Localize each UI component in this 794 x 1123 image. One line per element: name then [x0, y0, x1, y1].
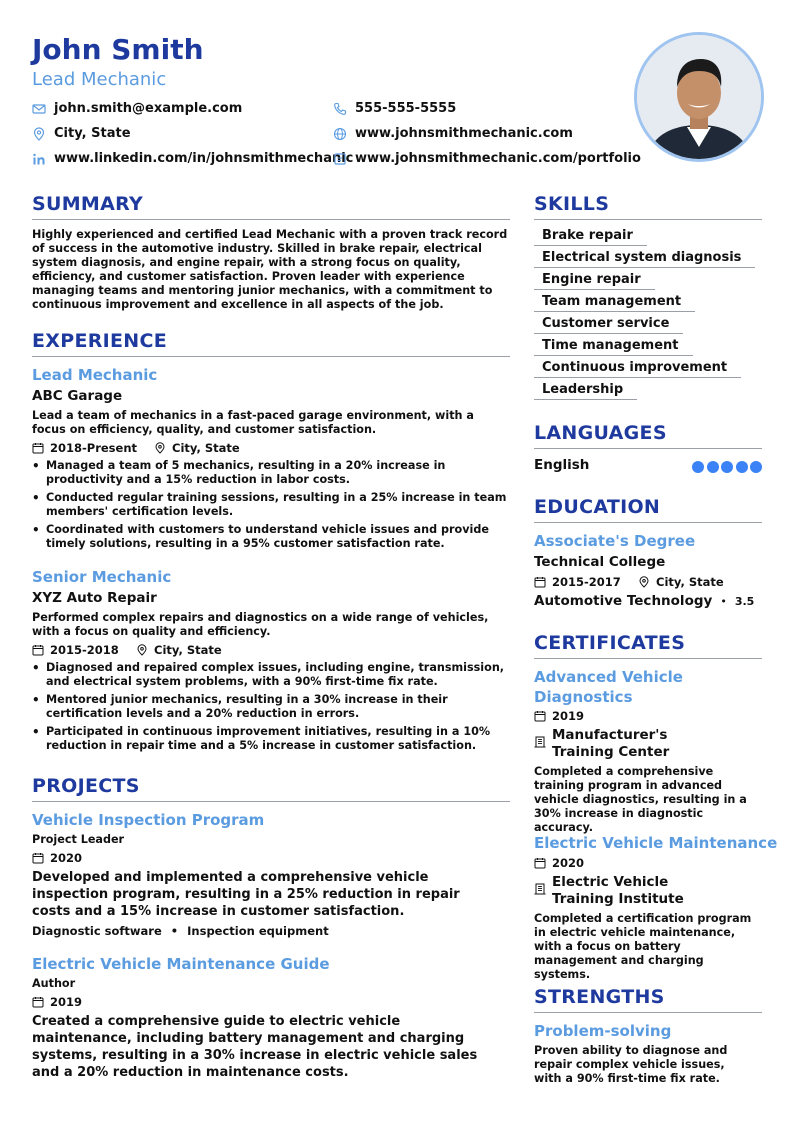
education-degree: Associate's Degree	[534, 532, 696, 550]
project-title: Vehicle Inspection Program	[32, 811, 265, 829]
candidate-title: Lead Mechanic	[32, 69, 167, 90]
contact-location	[32, 125, 131, 143]
calendar-icon	[32, 442, 44, 454]
project-role: Project Leader	[32, 833, 125, 846]
list-item: • Managed a team of 5 mechanics, resulting in a 20% increase in productivity and a 15% reduction in labor costs.	[32, 459, 510, 487]
building-icon	[534, 736, 546, 748]
job-company: ABC Garage	[32, 388, 123, 404]
summary-heading: SUMMARY	[32, 193, 144, 215]
skill-item: Electrical system diagnosis	[534, 249, 755, 268]
profile-photo	[634, 32, 764, 162]
projects-heading: PROJECTS	[32, 775, 140, 797]
job-description: Performed complex repairs and diagnostics on a wide range of vehicles, with a focus on quality and efficiency.	[32, 611, 489, 638]
certificate-title: Electric Vehicle Maintenance	[534, 834, 778, 852]
portfolio-icon	[333, 152, 347, 166]
linkedin-icon	[32, 152, 46, 166]
project-role: Author	[32, 977, 76, 990]
skill-item: Customer service	[534, 315, 683, 334]
location-pin-icon	[638, 576, 650, 588]
calendar-icon	[32, 852, 44, 864]
project-tag: Inspection equipment	[187, 924, 329, 938]
skill-item: Team management	[534, 293, 695, 312]
education-field-row	[534, 592, 754, 610]
level-dot	[692, 461, 704, 473]
certificates-divider	[534, 658, 762, 659]
education-divider	[534, 522, 762, 523]
portfolio-text: www.johnsmithmechanic.com/portfolio	[355, 151, 641, 166]
certificate-description: Completed a comprehensive training program in advanced vehicle diagnostics, resulting in a 30% increase in diagnostic accuracy.	[534, 765, 747, 834]
globe-icon	[333, 127, 347, 141]
calendar-icon	[32, 644, 44, 656]
certificate-year: 2020	[534, 855, 584, 871]
certificate-title: Advanced Vehicle Diagnostics	[534, 668, 683, 706]
email-icon	[32, 102, 46, 116]
list-item: • Mentored junior mechanics, resulting in a 30% increase in their certification levels and a 20% reduction in errors.	[32, 693, 510, 721]
phone-text: 555-555-5555	[355, 101, 457, 116]
level-dot	[750, 461, 762, 473]
certificate-year: 2019	[534, 708, 584, 724]
experience-divider	[32, 356, 510, 357]
location-pin-icon	[136, 644, 148, 656]
skill-item: Continuous improvement	[534, 359, 741, 378]
strength-description: Proven ability to diagnose and repair complex vehicle issues, with a 90% first-time fix rate.	[534, 1044, 728, 1085]
list-item: • Coordinated with customers to understand vehicle issues and provide timely solutions, resulting in a 95% customer satisfaction rate.	[32, 523, 510, 551]
job-dates: 2018-Present	[32, 440, 137, 456]
job-bullets	[32, 459, 510, 555]
job-company: XYZ Auto Repair	[32, 590, 157, 606]
project-description: Created a comprehensive guide to electric vehicle maintenance, including battery management and charging systems, resulting in a 30% increase in electric vehicle sales and a 20% reduction in maintenance costs.	[32, 1014, 478, 1080]
calendar-icon	[534, 710, 546, 722]
building-icon	[534, 883, 546, 895]
job-bullets	[32, 661, 510, 757]
strength-title: Problem-solving	[534, 1022, 672, 1040]
experience-heading: EXPERIENCE	[32, 330, 168, 352]
website-text: www.johnsmithmechanic.com	[355, 126, 573, 141]
project-title: Electric Vehicle Maintenance Guide	[32, 955, 330, 973]
location-text: City, State	[54, 126, 131, 141]
skill-item: Time management	[534, 337, 693, 356]
calendar-icon	[32, 996, 44, 1008]
calendar-icon	[534, 576, 546, 588]
project-tag: Diagnostic software	[32, 924, 162, 938]
job-dates: 2015-2018	[32, 642, 119, 658]
phone-icon	[333, 102, 347, 116]
strengths-divider	[534, 1012, 762, 1013]
education-location: City, State	[638, 574, 724, 590]
job-title: Lead Mechanic	[32, 366, 158, 384]
contact-website[interactable]	[333, 125, 573, 143]
skills-divider	[534, 219, 762, 220]
job-description: Lead a team of mechanics in a fast-paced garage environment, with a focus on efficiency, quality, and customer satisfaction.	[32, 409, 474, 436]
skill-item: Engine repair	[534, 271, 655, 290]
projects-divider	[32, 801, 510, 802]
list-item: • Participated in continuous improvement initiatives, resulting in a 10% reduction in repair time and a 5% increase in customer satisfaction.	[32, 725, 510, 753]
skill-item: Brake repair	[534, 227, 647, 246]
certificate-issuer-row	[534, 727, 732, 761]
project-year: 2019	[32, 994, 82, 1010]
education-heading: EDUCATION	[534, 496, 661, 518]
contact-portfolio[interactable]	[333, 150, 641, 168]
job-location: City, State	[136, 642, 222, 658]
job-location: City, State	[154, 440, 240, 456]
list-item: • Conducted regular training sessions, resulting in a 25% increase in team members' certification levels.	[32, 491, 510, 519]
certificate-issuer: Electric Vehicle Training Institute	[552, 874, 684, 907]
certificate-issuer-row	[534, 874, 732, 908]
summary-text: Highly experienced and certified Lead Mechanic with a proven track record of success in the automotive industry. Skilled in brake repair, electrical system diagnosis, and engine repair, with a strong focus on quality, efficiency, and customer satisfaction. Proven leader with experience managing teams and mentoring junior mechanics, with a commitment to continuous improvement and excellence in all aspects of the job.	[32, 228, 508, 311]
candidate-name: John Smith	[32, 33, 204, 66]
job-title: Senior Mechanic	[32, 568, 172, 586]
email-text: john.smith@example.com	[54, 101, 243, 116]
education-dates: 2015-2017	[534, 574, 621, 590]
tag-separator: •	[170, 924, 179, 938]
strengths-heading: STRENGTHS	[534, 986, 665, 1008]
project-description: Developed and implemented a comprehensive vehicle inspection program, resulting in a 25% reduction in repair costs and a 15% increase in customer satisfaction.	[32, 870, 460, 919]
linkedin-text: www.linkedin.com/in/johnsmithmechanic	[54, 151, 354, 166]
language-level-dots	[680, 461, 762, 473]
location-pin-icon	[32, 127, 46, 141]
project-tags	[32, 923, 329, 939]
level-dot	[736, 461, 748, 473]
education-school: Technical College	[534, 554, 666, 570]
languages-divider	[534, 448, 762, 449]
calendar-icon	[534, 857, 546, 869]
level-dot	[721, 461, 733, 473]
languages-heading: LANGUAGES	[534, 422, 667, 444]
contact-phone[interactable]	[333, 100, 456, 118]
language-name: English	[534, 457, 590, 473]
skills-heading: SKILLS	[534, 193, 610, 215]
certificate-description: Completed a certification program in electric vehicle maintenance, with a focus on battery management and charging systems.	[534, 912, 752, 981]
summary-divider	[32, 219, 510, 220]
education-gpa: 3.5	[734, 594, 755, 608]
location-pin-icon	[154, 442, 166, 454]
contact-linkedin[interactable]	[32, 150, 353, 168]
list-item: • Diagnosed and repaired complex issues, including engine, transmission, and electrical system problems, with a 90% first-time fix rate.	[32, 661, 510, 689]
level-dot	[707, 461, 719, 473]
certificates-heading: CERTIFICATES	[534, 632, 686, 654]
contact-email[interactable]	[32, 100, 242, 118]
project-year: 2020	[32, 850, 82, 866]
field-separator: •	[720, 594, 727, 608]
skill-item: Leadership	[534, 381, 637, 400]
certificate-issuer: Manufacturer's Training Center	[552, 727, 670, 760]
education-field: Automotive Technology	[534, 593, 713, 609]
